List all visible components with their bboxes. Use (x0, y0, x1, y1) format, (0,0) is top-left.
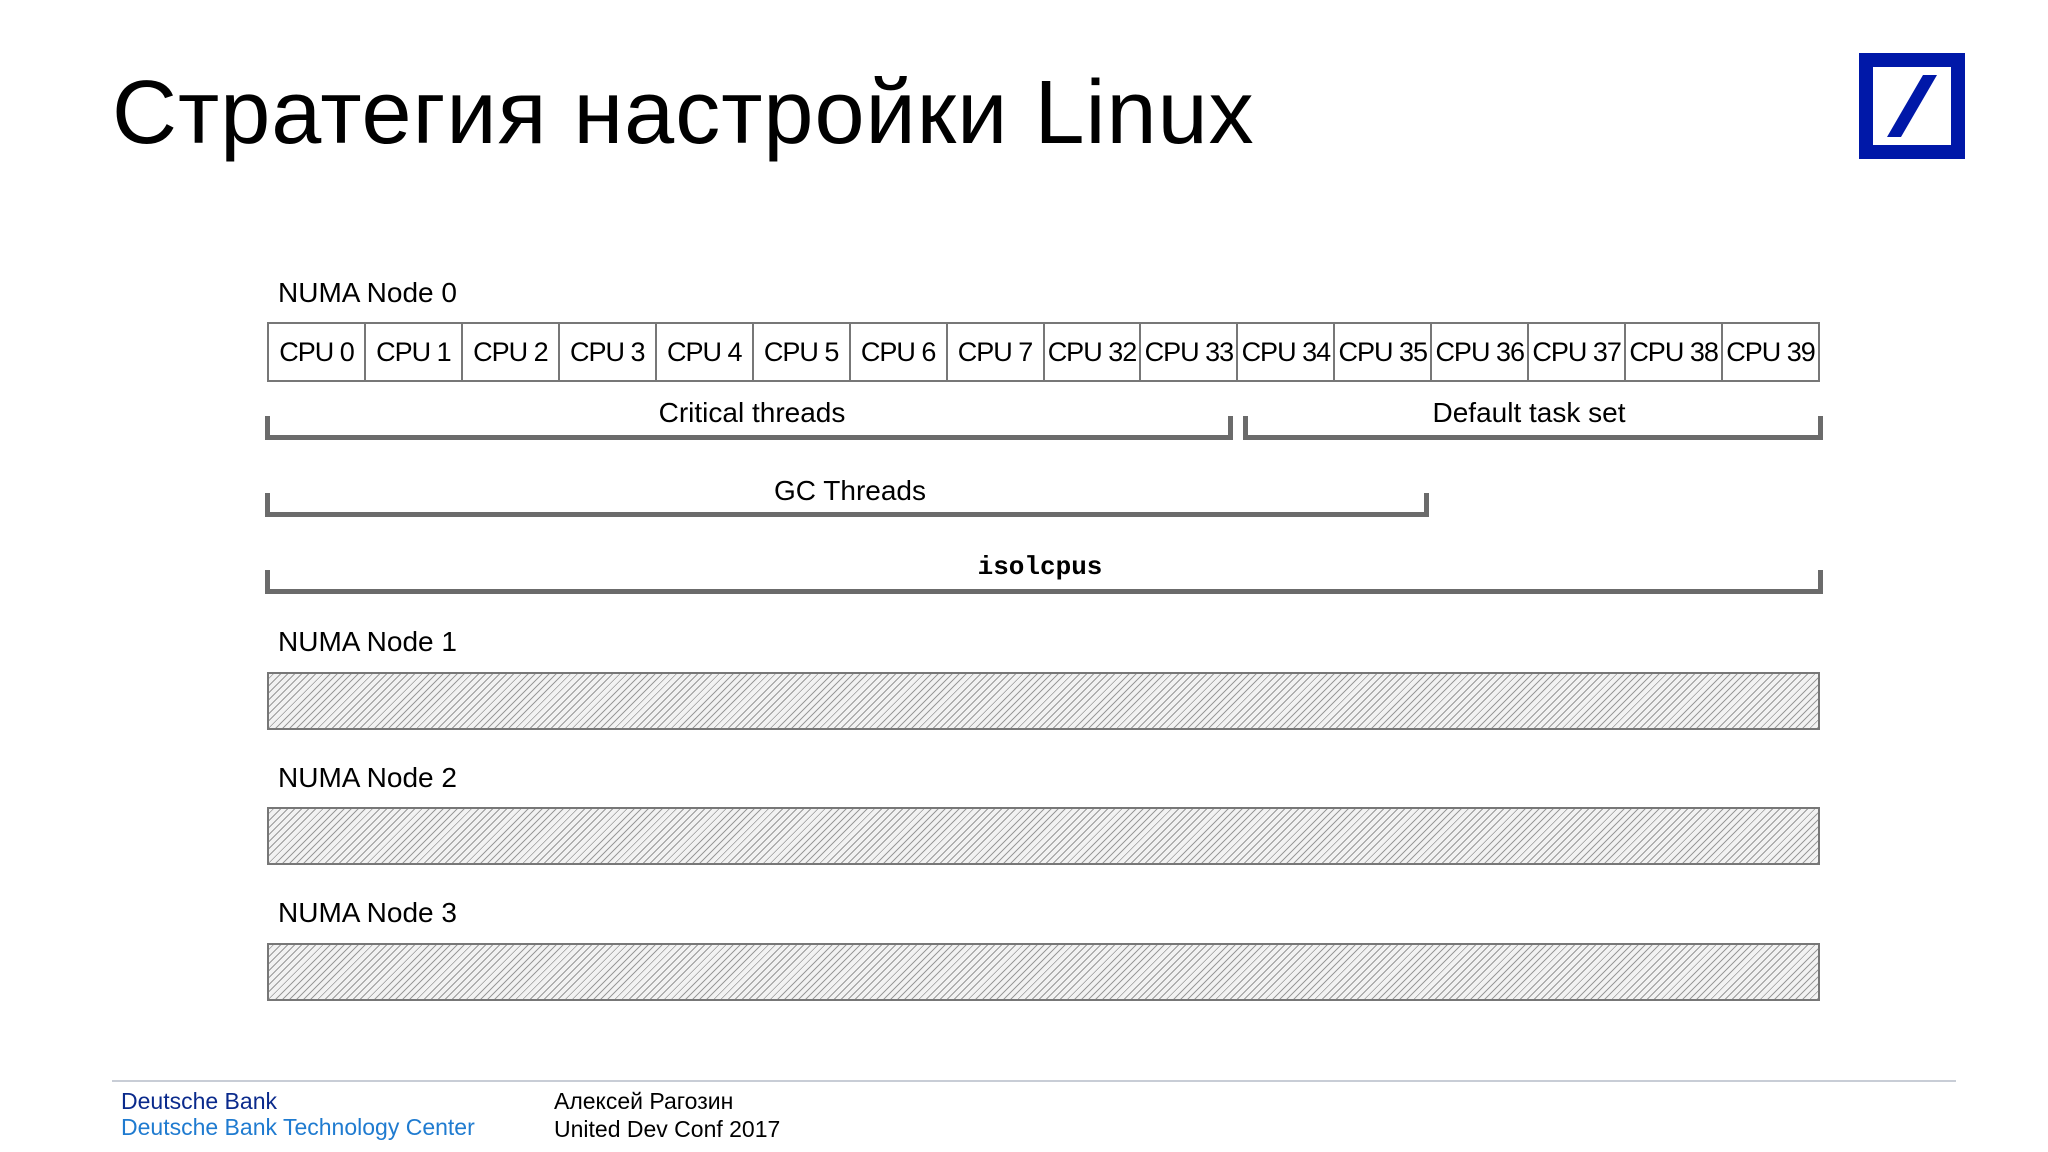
cpu-cell: CPU 3 (558, 324, 655, 380)
cpu-cell: CPU 4 (655, 324, 752, 380)
default-task-set-bracket (1243, 416, 1823, 440)
footer-event: United Dev Conf 2017 (554, 1115, 781, 1142)
cpu-cell: CPU 38 (1624, 324, 1721, 380)
isolcpus-bracket (265, 570, 1823, 594)
default-task-set-label: Default task set (1432, 397, 1626, 428)
cpu-cell: CPU 1 (364, 324, 461, 380)
cpu-cell: CPU 37 (1527, 324, 1624, 380)
cpu-cell: CPU 0 (279, 336, 354, 367)
footer-center: Deutsche Bank Technology Center (121, 1114, 475, 1141)
isolcpus-label: isolcpus (977, 552, 1103, 582)
slide-title: Стратегия настройки Linux (112, 63, 1255, 163)
deutsche-bank-logo (1859, 53, 1965, 159)
numa-node-3-label: NUMA Node 3 (278, 897, 457, 928)
cpu-cell: CPU 39 (1721, 324, 1818, 380)
cpu-cell: CPU 35 (1333, 324, 1430, 380)
numa-node-2-label: NUMA Node 2 (278, 762, 457, 793)
slash-logo-icon (1873, 67, 1951, 145)
cpu-cell: CPU 2 (461, 324, 558, 380)
numa-node-3-block (267, 943, 1820, 1001)
gc-threads-bracket (265, 493, 1429, 517)
numa-node-0-label: NUMA Node 0 (278, 277, 457, 308)
cpu-cell: CPU 7 (946, 324, 1043, 380)
gc-threads-label: GC Threads (774, 475, 926, 506)
cpu-cell: CPU 6 (849, 324, 946, 380)
numa-node-0-cpu-row (267, 322, 1820, 382)
numa-node-1-label: NUMA Node 1 (278, 626, 457, 657)
cpu-cell: CPU 34 (1236, 324, 1333, 380)
footer-company: Deutsche Bank (121, 1088, 277, 1114)
footer-left (121, 1088, 475, 1141)
cpu-cell: CPU 32 (1043, 324, 1140, 380)
critical-threads-bracket (265, 416, 1233, 440)
cpu-cell: CPU 36 (1430, 324, 1527, 380)
cpu-cell: CPU 5 (752, 324, 849, 380)
numa-node-1-block (267, 672, 1820, 730)
numa-node-2-block (267, 807, 1820, 865)
footer-right (554, 1088, 780, 1143)
critical-threads-label: Critical threads (658, 397, 846, 428)
cpu-cell: CPU 33 (1139, 324, 1236, 380)
footer-divider (112, 1080, 1956, 1082)
footer-author: Алексей Рагозин (554, 1088, 734, 1114)
